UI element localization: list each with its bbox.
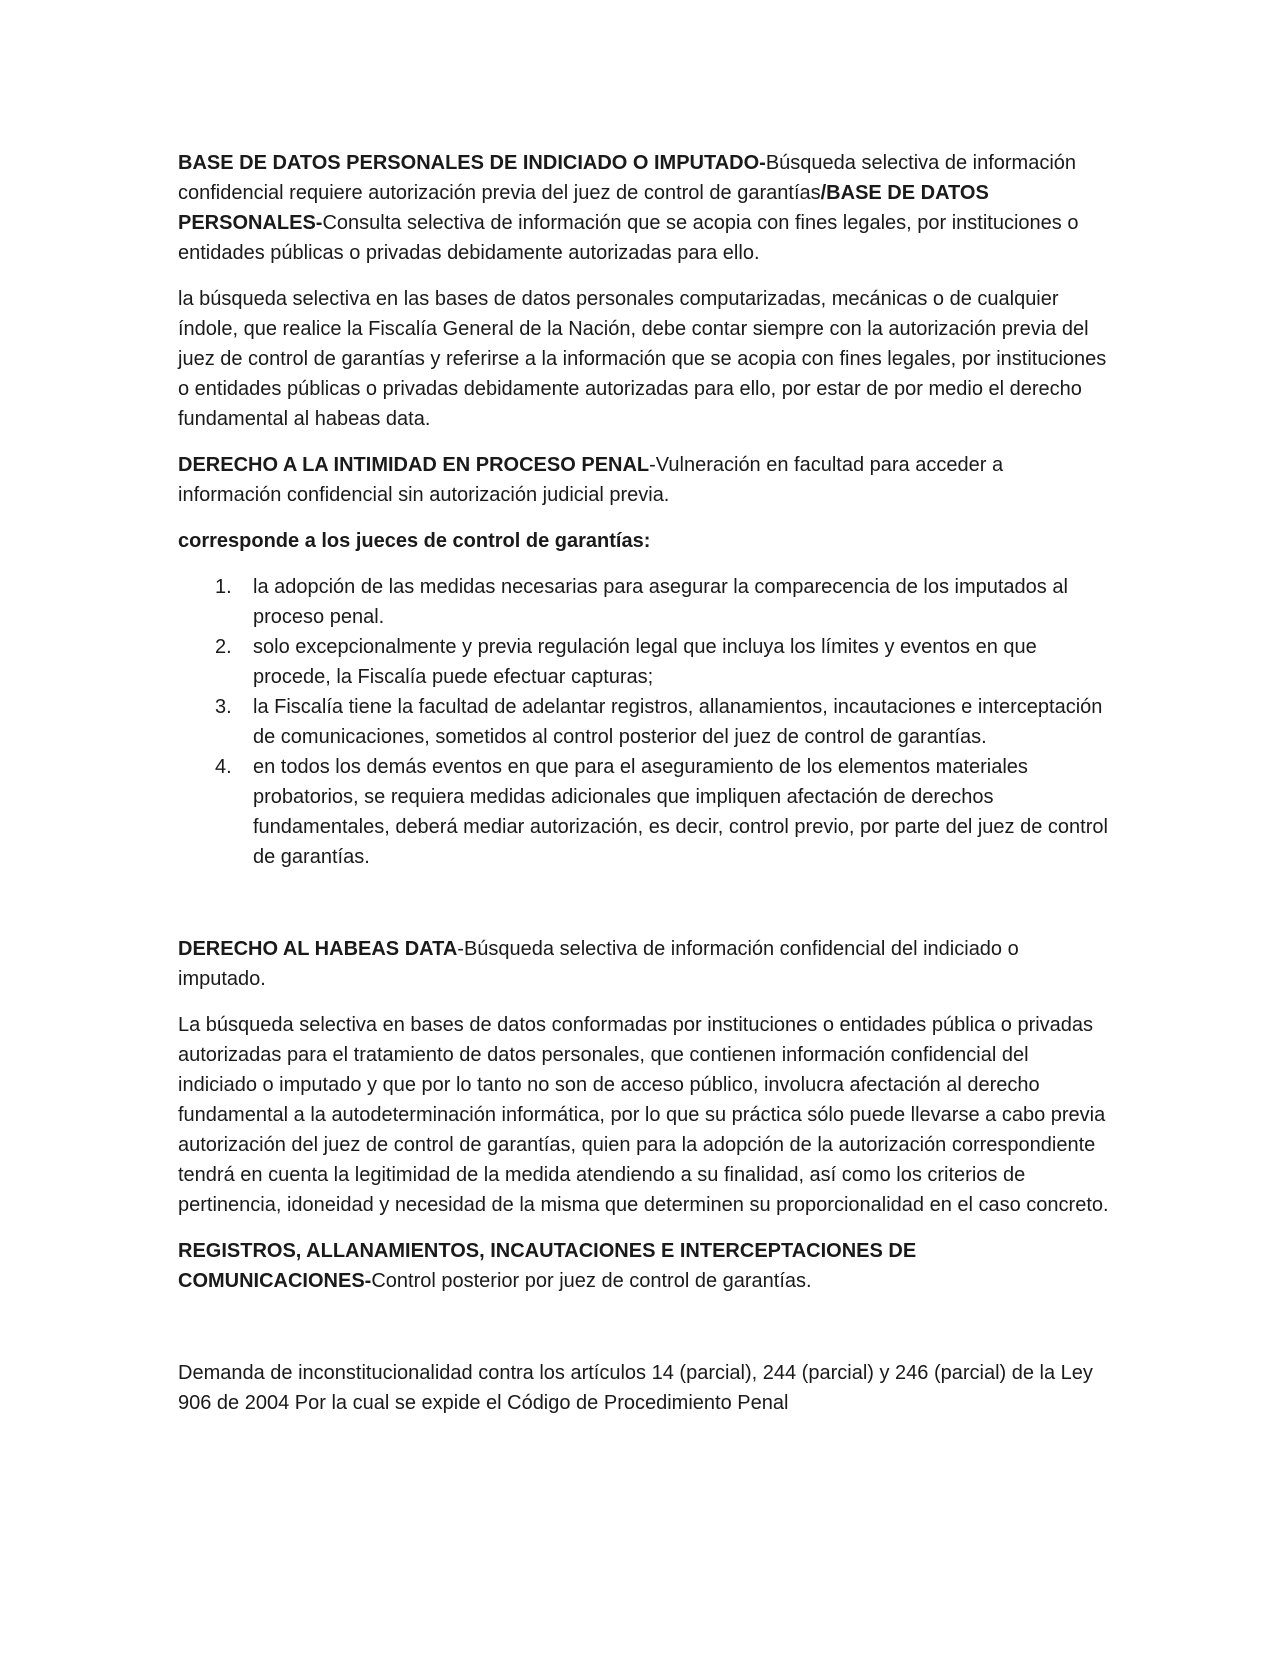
text-control-posterior: Control posterior por juez de control de garantías.: [371, 1270, 812, 1292]
list-item-text: en todos los demás eventos en que para el aseguramiento de los elementos materiales probatorios, se requiera medidas adicionales que impliquen afectación de derechos fundamentales, deberá mediar autorización, es decir, control previo, por parte del juez de control de garantías.: [253, 756, 1108, 868]
paragraph-busqueda-selectiva: la búsqueda selectiva en las bases de datos personales computarizadas, mecánicas o de cualquier índole, que realice la Fiscalía General de la Nación, debe contar siempre con la autorización previa del juez de control de garantías y referirse a la información que se acopia con fines legales, por instituciones o entidades públicas o privadas debidamente autorizadas para ello, por estar de por medio el derecho fundamental al habeas data.: [178, 288, 1107, 430]
heading-habeas-data: DERECHO AL HABEAS DATA: [178, 938, 458, 960]
list-item-text: solo excepcionalmente y previa regulación legal que incluya los límites y eventos en que procede, la Fiscalía puede efectuar capturas;: [253, 636, 1037, 688]
list-number: 4.: [215, 756, 232, 778]
text-busqueda-selectiva: Búsqueda selectiva de información confidencial requiere autorización previa del juez de control de garantías: [178, 152, 1077, 204]
heading-base-de-datos-personales: /BASE DE DATOS PERSONALES-: [178, 182, 989, 234]
paragraph-demanda: Demanda de inconstitucionalidad contra los artículos 14 (parcial), 244 (parcial) y 246 (parcial) de la Ley 906 de 2004 Por la cual se expide el Código de Procedimiento Penal: [178, 1362, 1093, 1414]
list-item: [215, 632, 1110, 692]
blank-space: [178, 888, 1110, 934]
list-number: 2.: [215, 636, 232, 658]
numbered-list: [178, 572, 1110, 872]
paragraph-derecho-intimidad: [178, 450, 1110, 510]
paragraph-habeas-data: [178, 934, 1110, 994]
list-item: [215, 692, 1110, 752]
paragraph-registros: [178, 1236, 1110, 1296]
blank-space: [178, 1312, 1110, 1358]
heading-registros: REGISTROS, ALLANAMIENTOS, INCAUTACIONES E INTERCEPTACIONES DE COMUNICACIONES-: [178, 1240, 917, 1292]
list-item-text: la Fiscalía tiene la facultad de adelantar registros, allanamientos, incautaciones e interceptación de comunicaciones, sometidos al control posterior del juez de control de garantías.: [253, 696, 1103, 748]
heading-corresponde-jueces: corresponde a los jueces de control de garantías:: [178, 530, 651, 552]
paragraph-base-de-datos: [178, 148, 1110, 268]
document-page: [178, 148, 1110, 1434]
text-vulneracion: -Vulneración en facultad para acceder a información confidencial sin autorización judicial previa.: [178, 454, 1004, 506]
paragraph-busqueda-bases: La búsqueda selectiva en bases de datos conformadas por instituciones o entidades pública o privadas autorizadas para el tratamiento de datos personales, que contienen información confidencial del indiciado o imputado y que por lo tanto no son de acceso público, involucra afectación al derecho fundamental a la autodeterminación informática, por lo que su práctica sólo puede llevarse a cabo previa autorización del juez de control de garantías, quien para la adopción de la autorización correspondiente tendrá en cuenta la legitimidad de la medida atendiendo a su finalidad, así como los criterios de pertinencia, idoneidad y necesidad de la misma que determinen su proporcionalidad en el caso concreto.: [178, 1014, 1109, 1216]
text-habeas-data: -Búsqueda selectiva de información confidencial del indiciado o imputado.: [178, 938, 1019, 990]
list-item: [215, 752, 1110, 872]
list-item: [215, 572, 1110, 632]
list-item-text: la adopción de las medidas necesarias para asegurar la comparecencia de los imputados al proceso penal.: [253, 576, 1068, 628]
heading-base-de-datos-indiciado: BASE DE DATOS PERSONALES DE INDICIADO O IMPUTADO-: [178, 152, 766, 174]
text-consulta-selectiva: Consulta selectiva de información que se acopia con fines legales, por instituciones o entidades públicas o privadas debidamente autorizadas para ello.: [178, 212, 1079, 264]
list-number: 3.: [215, 696, 232, 718]
list-number: 1.: [215, 576, 232, 598]
heading-derecho-intimidad: DERECHO A LA INTIMIDAD EN PROCESO PENAL: [178, 454, 650, 476]
